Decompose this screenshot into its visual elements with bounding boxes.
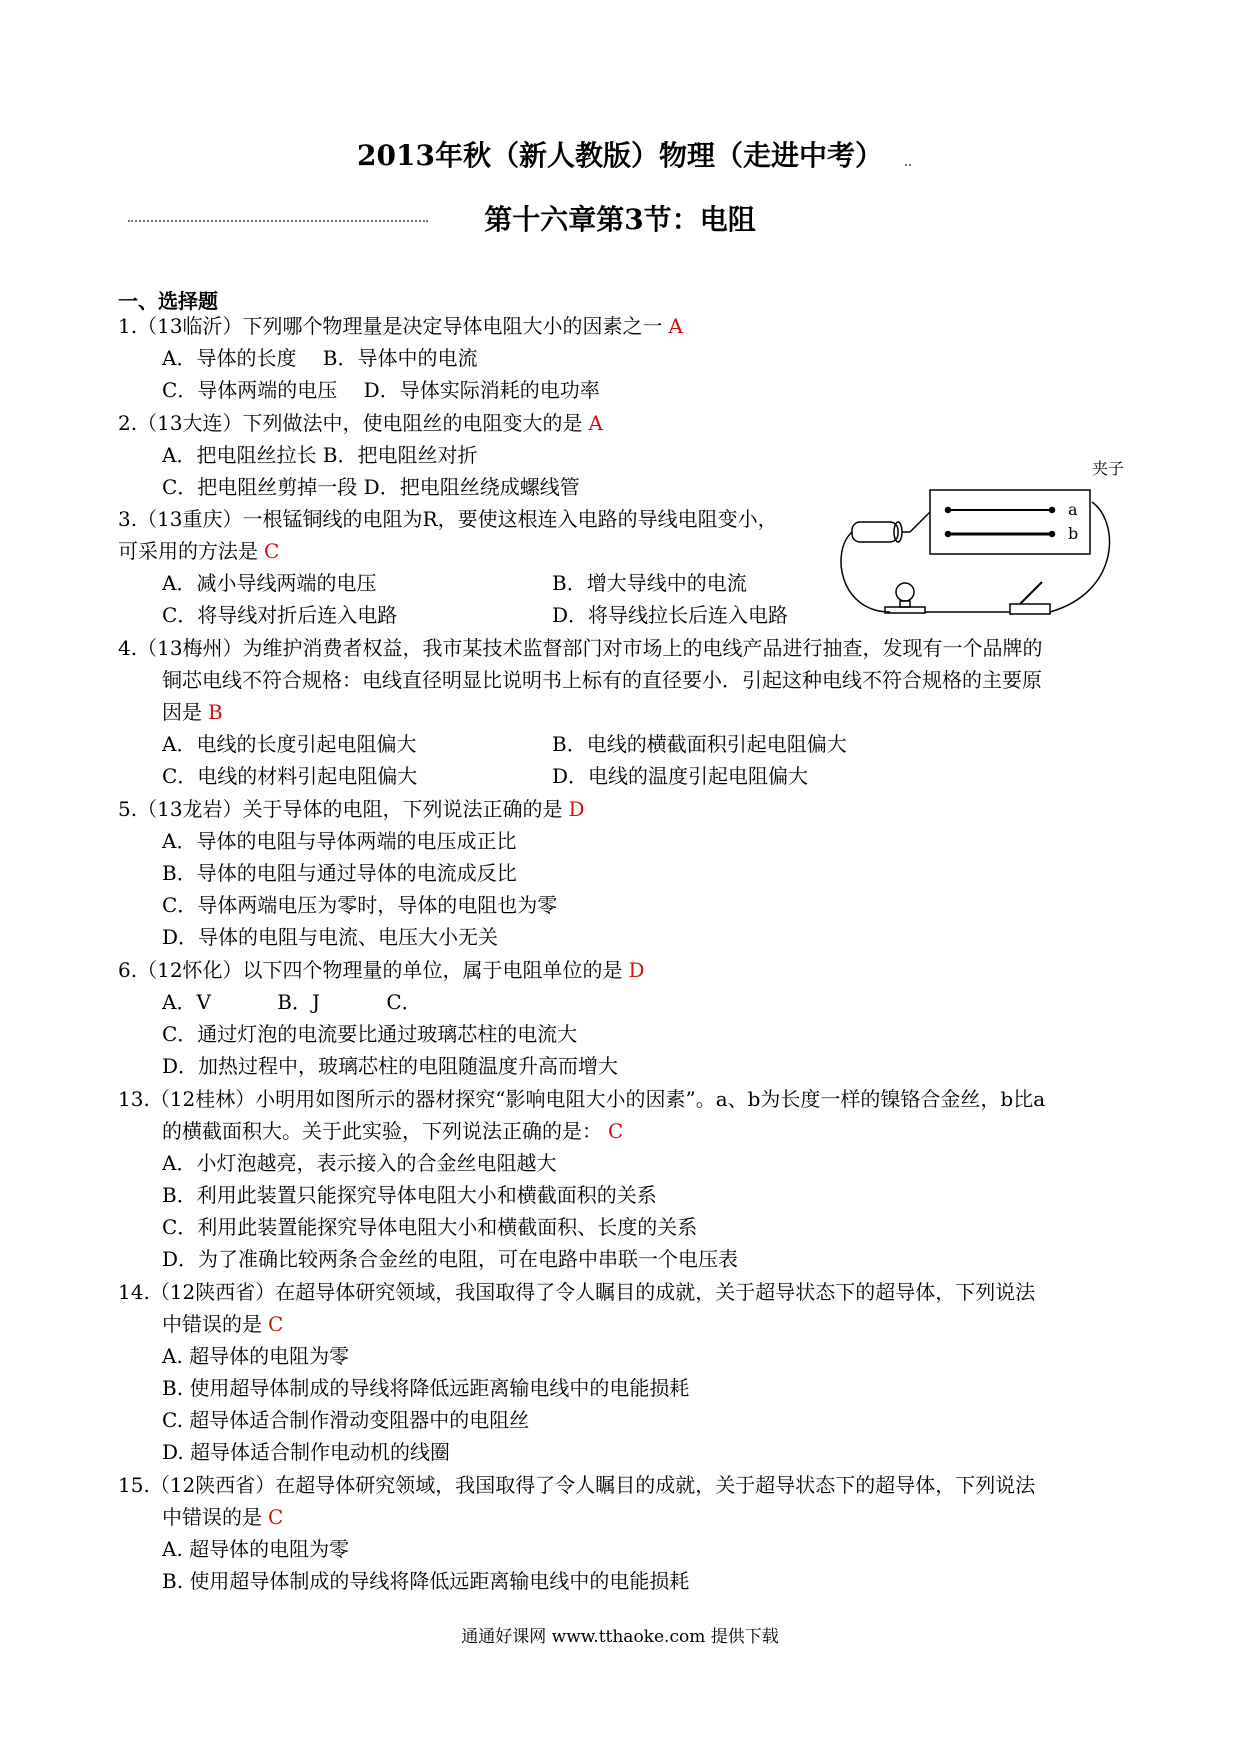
question-stem-cont: 的横截面积大。关于此实验，下列说法正确的是： C <box>162 1119 624 1143</box>
question-option: D．将导线拉长后连入电路 <box>552 603 789 627</box>
question-option: A．V B．J C． <box>162 990 422 1014</box>
question-option: A. 超导体的电阻为零 <box>162 1344 350 1368</box>
answer-key: C <box>268 1505 284 1529</box>
question-stem-cont: 铜芯电线不符合规格：电线直径明显比说明书上标有的直径要小．引起这种电线不符合规格的主要原 <box>162 668 1042 692</box>
question-option: A．导体的长度 B．导体中的电流 <box>162 346 478 370</box>
question-option: B．电线的横截面积引起电阻偏大 <box>552 732 847 756</box>
question-stem: 3.（13重庆）一根锰铜线的电阻为R，要使这根连入电路的导线电阻变小， <box>118 507 778 531</box>
question-stem-cont: 中错误的是 C <box>162 1312 284 1336</box>
question-option: C．将导线对折后连入电路 <box>162 603 398 627</box>
question-option: C．电线的材料引起电阻偏大 <box>162 764 418 788</box>
question-stem: 14.（12陕西省）在超导体研究领域，我国取得了令人瞩目的成就，关于超导状态下的超导体，下列说法 <box>118 1280 1036 1304</box>
light-bulb-icon <box>885 583 925 613</box>
answer-key: C <box>268 1312 284 1336</box>
question-option: D．电线的温度引起电阻偏大 <box>552 764 809 788</box>
question-option: C．把电阻丝剪掉一段 D．把电阻丝绕成螺线管 <box>162 475 580 499</box>
question-stem: 2.（13大连）下列做法中，使电阻丝的电阻变大的是 A <box>118 411 603 435</box>
question-stem-cont: 因是 B <box>162 700 223 724</box>
question-option: A．把电阻丝拉长 B．把电阻丝对折 <box>162 443 478 467</box>
answer-key: B <box>208 700 223 724</box>
question-stem-cont: 中错误的是 C <box>162 1505 284 1529</box>
document-title: 2013年秋（新人教版）物理（走进中考） <box>357 139 883 172</box>
question-option: C．利用此装置能探究导体电阻大小和横截面积、长度的关系 <box>162 1215 698 1239</box>
circuit-wire <box>1050 502 1109 612</box>
circuit-wire <box>841 532 890 612</box>
document-subtitle: 第十六章第3节：电阻 <box>484 203 756 236</box>
question-stem-cont: 可采用的方法是 C <box>118 539 280 563</box>
question-option: A．导体的电阻与导体两端的电压成正比 <box>162 829 517 853</box>
answer-key: D <box>568 797 585 821</box>
title-dot <box>905 158 911 166</box>
label-a: a <box>1068 500 1078 519</box>
question-option: A. 超导体的电阻为零 <box>162 1537 350 1561</box>
answer-key: C <box>264 539 280 563</box>
question-option: A．减小导线两端的电压 <box>162 571 377 595</box>
answer-key: A <box>668 314 683 338</box>
question-option: B．增大导线中的电流 <box>552 571 747 595</box>
question-option: D. 超导体适合制作电动机的线圈 <box>162 1440 451 1464</box>
label-b: b <box>1068 524 1079 543</box>
answer-key: A <box>588 411 603 435</box>
wire-board <box>930 490 1090 554</box>
question-option: D．为了准确比较两条合金丝的电阻，可在电路中串联一个电压表 <box>162 1247 739 1271</box>
answer-key: D <box>628 958 645 982</box>
question-option: B. 使用超导体制成的导线将降低远距离输电线中的电能损耗 <box>162 1569 690 1593</box>
question-option: C．通过灯泡的电流要比通过玻璃芯柱的电流大 <box>162 1022 578 1046</box>
question-option: B．导体的电阻与通过导体的电流成反比 <box>162 861 517 885</box>
section-heading: 一、选择题 <box>118 289 218 313</box>
circuit-figure <box>830 459 1130 622</box>
question-option: B．利用此装置只能探究导体电阻大小和横截面积的关系 <box>162 1183 657 1207</box>
question-option: A．小灯泡越亮，表示接入的合金丝电阻越大 <box>162 1151 557 1175</box>
question-stem: 15.（12陕西省）在超导体研究领域，我国取得了令人瞩目的成就，关于超导状态下的超导体，下列说法 <box>118 1473 1036 1497</box>
question-option: C．导体两端电压为零时，导体的电阻也为零 <box>162 893 558 917</box>
question-stem: 6.（12怀化）以下四个物理量的单位，属于电阻单位的是 D <box>118 958 645 982</box>
question-option: D．导体的电阻与电流、电压大小无关 <box>162 925 499 949</box>
question-option: D．加热过程中，玻璃芯柱的电阻随温度升高而增大 <box>162 1054 619 1078</box>
question-stem: 1.（13临沂）下列哪个物理量是决定导体电阻大小的因素之一 A <box>118 314 683 338</box>
question-option: C. 超导体适合制作滑动变阻器中的电阻丝 <box>162 1408 530 1432</box>
question-stem: 4.（13梅州）为维护消费者权益，我市某技术监督部门对市场上的电线产品进行抽查，发现有一个品牌的 <box>118 636 1043 660</box>
circuit-wire <box>910 512 930 532</box>
question-option: B. 使用超导体制成的导线将降低远距离输电线中的电能损耗 <box>162 1376 690 1400</box>
battery-icon <box>852 522 910 542</box>
label-clip: 夹子 <box>1092 459 1125 478</box>
switch-icon <box>1010 582 1050 614</box>
question-option: C．导体两端的电压 D．导体实际消耗的电功率 <box>162 378 600 402</box>
answer-key: C <box>608 1119 624 1143</box>
question-stem: 5.（13龙岩）关于导体的电阻，下列说法正确的是 D <box>118 797 585 821</box>
page-footer: 通通好课网 www.tthaoke.com 提供下载 <box>461 1627 779 1647</box>
question-option: A．电线的长度引起电阻偏大 <box>162 732 417 756</box>
question-stem: 13.（12桂林）小明用如图所示的器材探究“影响电阻大小的因素”。a、b为长度一样的镍铬合金丝，b比a <box>118 1087 1046 1111</box>
